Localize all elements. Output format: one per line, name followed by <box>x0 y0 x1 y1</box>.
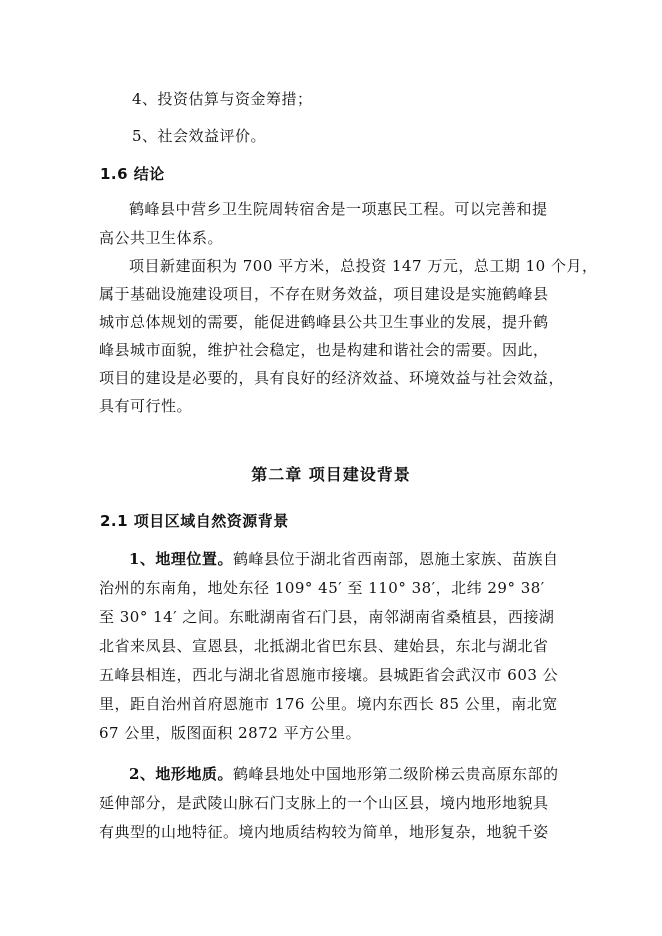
item2-line2: 延伸部分，是武陵山脉石门支脉上的一个山区县，境内地形地貌具 <box>99 794 549 812</box>
conclusion-para1-line2: 高公共卫生体系。 <box>99 229 224 247</box>
item2-first-line-text: 鹤峰县地处中国地形第二级阶梯云贵高原东部的 <box>232 765 559 783</box>
list-item-5: 5、社会效益评价。 <box>132 127 267 145</box>
item2-label: 2、地形地质。 <box>129 765 233 783</box>
conclusion-para2-line1: 项目新建面积为 700 平方米，总投资 147 万元，总工期 10 个月， <box>129 257 598 275</box>
conclusion-para2-line4: 峰县城市面貌，维护社会稳定，也是构建和谐社会的需要。因此， <box>99 341 549 359</box>
conclusion-para2-line2: 属于基础设施建设项目，不存在财务效益，项目建设是实施鹤峰县 <box>99 285 549 303</box>
item1-line3: 至 30° 14′ 之间。东毗湖南省石门县，南邻湖南省桑植县，西接湖 <box>99 608 555 626</box>
conclusion-para1-line1: 鹤峰县中营乡卫生院周转宿舍是一项惠民工程。可以完善和提 <box>129 200 548 218</box>
section-heading-2-1: 2.1 项目区域自然资源背景 <box>100 512 289 530</box>
item1-first-line-text: 鹤峰县位于湖北省西南部，恩施土家族、苗族自 <box>232 550 559 568</box>
list-item-4: 4、投资估算与资金筹措； <box>132 90 313 108</box>
item1-line4: 北省来凤县、宣恩县，北抵湖北省巴东县、建始县，东北与湖北省 <box>99 637 549 655</box>
item1-label: 1、地理位置。 <box>129 550 233 568</box>
conclusion-para2-line6: 具有可行性。 <box>99 397 193 415</box>
item2-first-line <box>0 764 662 784</box>
conclusion-para2-line5: 项目的建设是必要的，具有良好的经济效益、环境效益与社会效益， <box>99 369 565 387</box>
section-heading-1-6: 1.6 结论 <box>100 165 165 183</box>
item1-line6: 里，距自治州首府恩施市 176 公里。境内东西长 85 公里，南北宽 <box>99 695 558 713</box>
conclusion-para2-line3: 城市总体规划的需要，能促进鹤峰县公共卫生事业的发展，提升鹤 <box>99 313 549 331</box>
item1-first-line <box>0 549 662 569</box>
chapter-title: 第二章 项目建设背景 <box>251 465 411 484</box>
item1-line5: 五峰县相连，西北与湖北省恩施市接壤。县城距省会武汉市 603 公 <box>99 666 559 684</box>
item2-line3: 有典型的山地特征。境内地质结构较为简单，地形复杂，地貌千姿 <box>99 823 549 841</box>
item1-line2: 治州的东南角，地处东径 109° 45′ 至 110° 38′，北纬 29° 38′ <box>99 579 545 597</box>
item1-line7: 67 公里，版图面积 2872 平方公里。 <box>99 724 362 742</box>
